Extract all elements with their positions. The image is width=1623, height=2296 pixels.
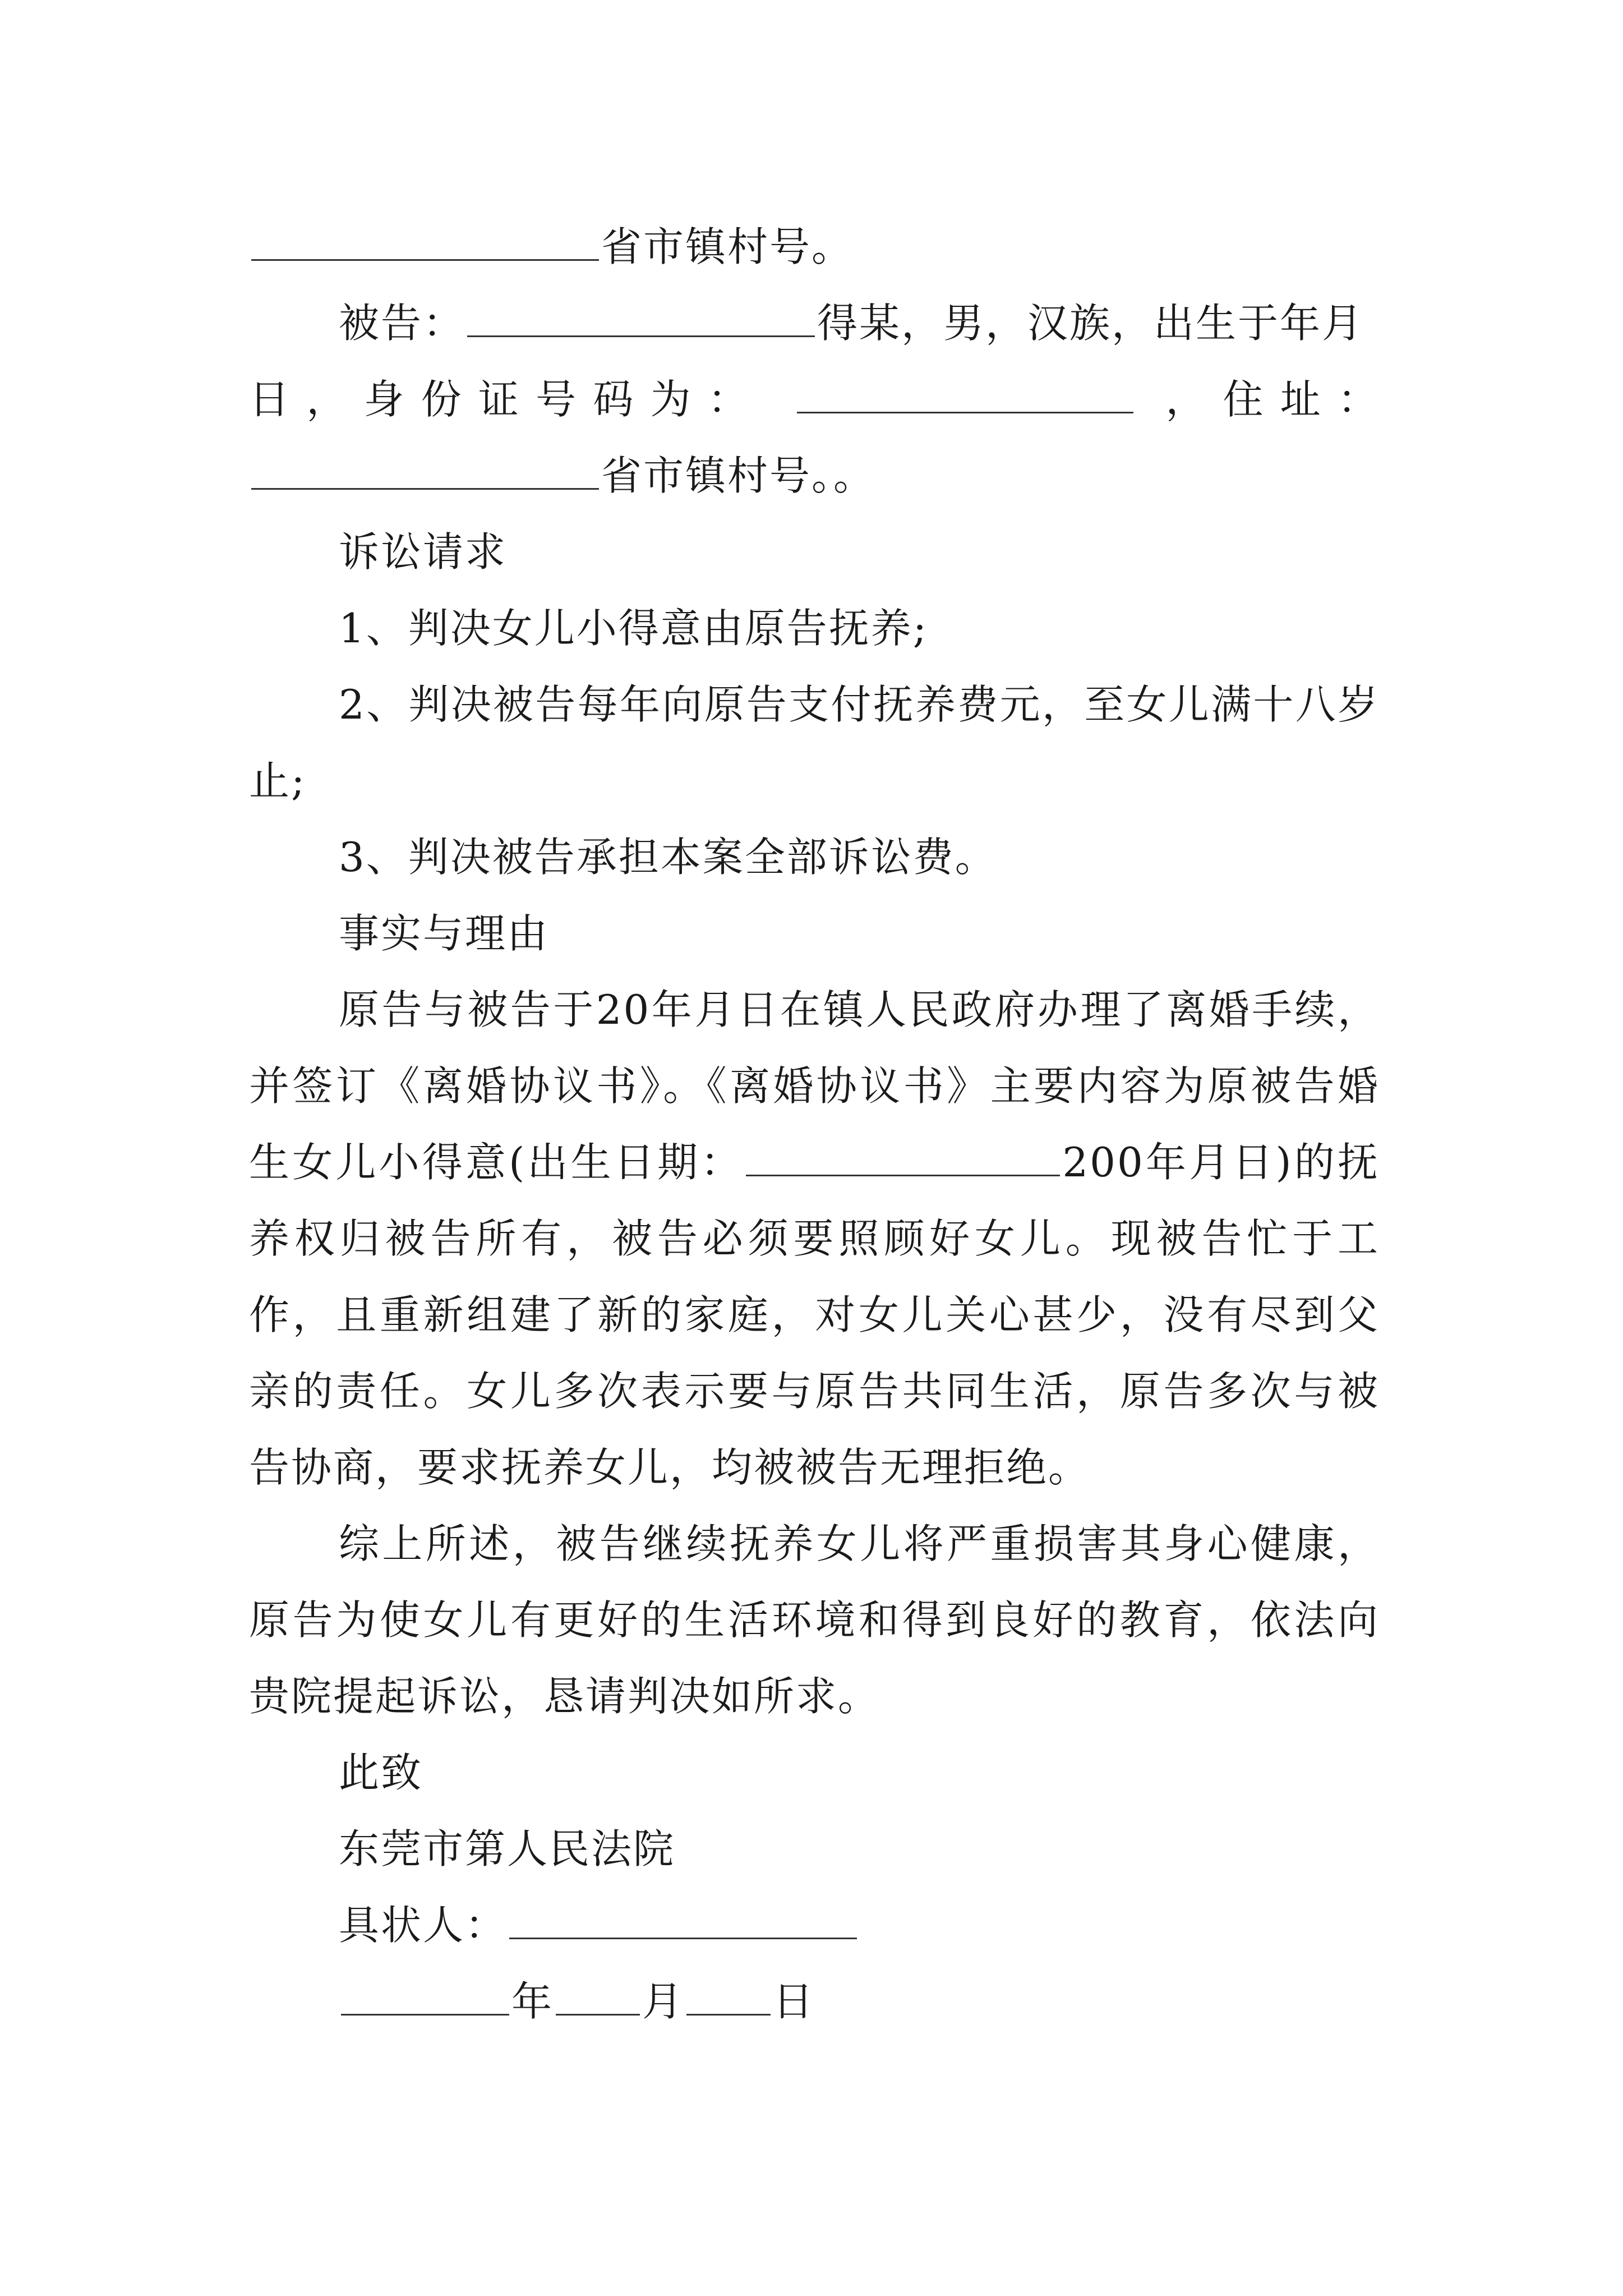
blank-line [467,296,815,337]
blank-line [797,372,1133,413]
blank-line [746,1135,1060,1176]
claim-item: 3、判决被告承担本案全部诉讼费。 [339,834,997,881]
facts-text-b: 200年月日)的抚养权归被告所有，被告必须要照顾好女儿。现被告忙于工作，且重新组建了新的家庭，对女儿关心甚少，没有尽到父亲的责任。女儿多次表示要与原告共同生活，原告多次与被告协商，要求抚养女儿，均被被告无理拒绝。 [249,1139,1380,1491]
claims-heading: 诉讼请求 [339,528,508,576]
defendant-address-text: 省市镇村号。。 [601,452,876,499]
signer-line [249,1887,1380,1963]
defendant-address-label: ，住址： [1165,376,1380,423]
claim-item: 2、判决被告每年向原告支付抚养费元，至女儿满十八岁止; [249,681,1380,804]
facts-heading: 事实与理由 [339,910,550,957]
blank-line [251,449,599,490]
defendant-paragraph [249,285,1380,361]
date-line [249,1963,1380,2040]
court-name: 东莞市第人民法院 [339,1825,676,1872]
date-year-label: 年 [511,1978,554,2025]
signer-label: 具状人： [339,1902,508,1949]
blank-line [341,1975,509,2016]
summary-paragraph: 综上所述，被告继续抚养女儿将严重损害其身心健康，原告为使女儿有更好的生活环境和得到良好的教育，依法向贵院提起诉讼，恳请判决如所求。 [249,1520,1380,1720]
document-body [249,209,1380,2040]
plaintiff-address-text: 省市镇村号。 [601,223,854,270]
defendant-label: 被告： [339,300,465,347]
defendant-address-line [249,438,1380,514]
blank-line [556,1975,640,2016]
date-month-label: 月 [642,1978,685,2025]
blank-line [509,1898,857,1939]
facts-text-a: 原告与被告于20年月日在镇人民政府办理了离婚手续，并签订《离婚协议书》。《离婚协议书》主要内容为原被告婚生女儿小得意(出生日期： [249,986,1380,1186]
blank-line [251,220,599,261]
closing-text: 此致 [339,1749,423,1796]
claim-item: 1、判决女儿小得意由原告抚养; [339,605,929,652]
defendant-id-label: 日，身份证号码为： [249,376,766,423]
defendant-info: 得某，男，汉族，出生于年月 [817,300,1364,347]
defendant-id-line [249,361,1380,438]
date-day-label: 日 [773,1978,815,2025]
facts-paragraph [249,972,1380,1506]
plaintiff-address-line [249,209,1380,285]
blank-line [686,1975,771,2016]
